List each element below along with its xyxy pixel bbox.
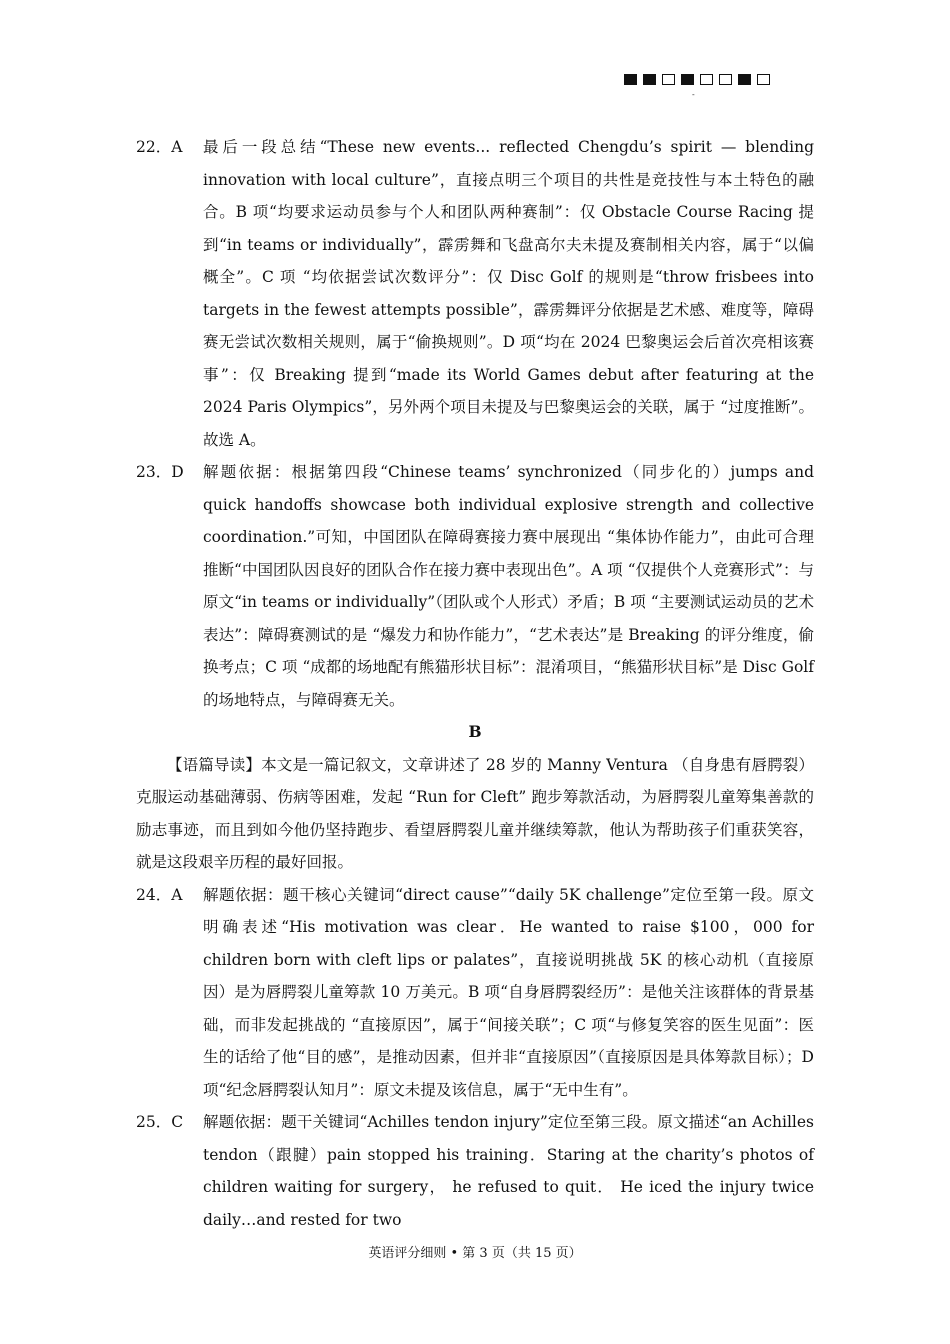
item-body: 最后一段总结“These new events... reflected Chengdu’s spirit — blending innovation with local culture”，直接点明三个项目的共性是竞技性与本土特色的融合。B 项“均要求运动员参与个人和团队两种赛制”：仅 Obstacle Course Racing 提到“in teams or individually”，霹雳舞和飞盘高尔夫未提及赛制相关内容，属于“以偏概全”。C 项 “均依据尝试次数评分”：仅 Disc Golf 的规则是“throw frisbees into targets in the fewest attempts possible”，霹雳舞评分依据是艺术感、难度等，障碍赛无尝试次数相关规则，属于“偷换规则”。D 项“均在 2024 巴黎奥运会后首次亮相该赛事”：仅 Breaking 提到“made its World Games debut after featuring at the 2024 Paris Olympics”，另外两个项目未提及与巴黎奥运会的关联，属于 “过度推断”。故选 A。 — [203, 138, 814, 449]
answer-item-25 — [136, 1106, 814, 1236]
empty-square-icon — [719, 74, 732, 85]
empty-square-icon — [757, 74, 770, 85]
passage-intro: 【语篇导读】本文是一篇记叙文，文章讲述了 28 岁的 Manny Ventura （自身患有唇腭裂）克服运动基础薄弱、伤病等困难，发起 “Run for Cleft” 跑步筹款活动，为唇腭裂儿童筹集善款的励志事迹，而且到如今他仍坚持跑步、看望唇腭裂儿童并继续筹款，他认为帮助孩子们重获笑容，就是这段艰辛历程的最好回报。 — [136, 755, 814, 871]
item-body: 解题依据：题干关键词“Achilles tendon injury”定位至第三段。原文描述“an Achilles tendon（跟腱）pain stopped his training．Staring at the charity’s photos of children waiting for surgery， he refused to quit． He iced the injury twice daily…and rested for two — [203, 1113, 814, 1229]
item-body: 解题依据：根据第四段“Chinese teams’ synchronized（同步化的）jumps and quick handoffs showcase both individual explosive strength and collective coordination.”可知，中国团队在障碍赛接力赛中展现出 “集体协作能力”，由此可合理推断“中国团队因良好的团队合作在接力赛中表现出色”。A 项 “仅提供个人竞赛形式”：与原文“in teams or individually”（团队或个人形式）矛盾；B 项 “主要测试运动员的艺术表达”：障碍赛测试的是 “爆发力和协作能力”，“艺术表达”是 Breaking 的评分维度，偷换考点；C 项 “成都的场地配有熊猫形状目标”：混淆项目，“熊猫形状目标”是 Disc Golf 的场地特点，与障碍赛无关。 — [203, 463, 814, 709]
filled-square-icon — [624, 74, 637, 85]
header-tick: - — [692, 90, 695, 99]
item-label: 22．A — [136, 138, 183, 156]
answer-content — [136, 131, 814, 1236]
section-heading: B — [468, 722, 482, 741]
item-label: 25．C — [136, 1113, 184, 1131]
empty-square-icon — [662, 74, 675, 85]
item-body: 解题依据：题干核心关键词“direct cause”“daily 5K challenge”定位至第一段。原文明确表述“His motivation was clear．He wanted to raise $100，000 for children born with cleft lips or palates”，直接说明挑战 5K 的核心动机（直接原因）是为唇腭裂儿童筹款 10 万美元。B 项“自身唇腭裂经历”：是他关注该群体的背景基础，而非发起挑战的 “直接原因”，属于“间接关联”；C 项“与修复笑容的医生见面”：医生的话给了他“目的感”，是推动因素，但并非“直接原因”（直接原因是具体筹款目标）；D 项“纪念唇腭裂认知月”：原文未提及该信息，属于“无中生有”。 — [203, 885, 814, 1099]
item-label: 24．A — [136, 885, 183, 904]
header-marker-squares — [624, 74, 770, 85]
filled-square-icon — [643, 74, 656, 85]
answer-item-23 — [136, 456, 814, 716]
filled-square-icon — [738, 74, 751, 85]
empty-square-icon — [700, 74, 713, 85]
answer-item-24 — [136, 879, 814, 1107]
page-footer: 英语评分细则 • 第 3 页（共 15 页） — [368, 1246, 582, 1261]
item-label: 23．D — [136, 463, 184, 481]
filled-square-icon — [681, 74, 694, 85]
answer-item-22 — [136, 131, 814, 456]
